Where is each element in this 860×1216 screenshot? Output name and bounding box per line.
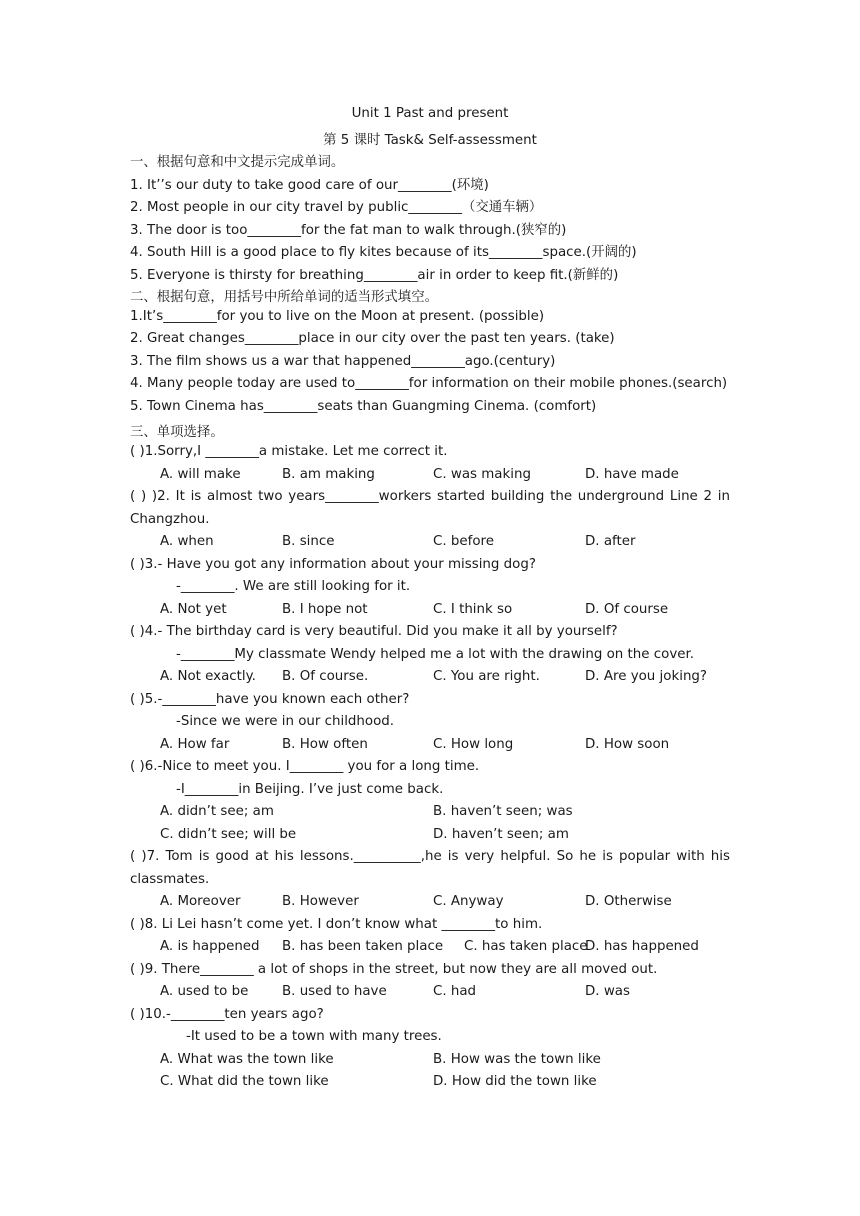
question-stem: ( )10.-________ten years ago?: [130, 1007, 324, 1022]
option-d: D. was: [585, 984, 630, 999]
question-stem-continuation: classmates.: [130, 872, 210, 887]
option-c: C. Anyway: [433, 894, 504, 909]
option-a: A. will make: [160, 467, 241, 482]
question-reply: -It used to be a town with many trees.: [186, 1029, 442, 1044]
option-a: A. Moreover: [160, 894, 241, 909]
section1-item: 1. It’’s our duty to take good care of our________(环境): [130, 178, 489, 193]
question-reply: -________My classmate Wendy helped me a lot with the drawing on the cover.: [176, 647, 695, 662]
option-c: C. before: [433, 534, 494, 549]
question-reply: -Since we were in our childhood.: [176, 714, 395, 729]
option-b: B. However: [282, 894, 359, 909]
section3-heading: 三、单项选择。: [130, 425, 224, 440]
option-d: D. Of course: [585, 602, 669, 617]
question-stem: ( )3.- Have you got any information about your missing dog?: [130, 557, 536, 572]
option-d: D. after: [585, 534, 636, 549]
section2-item: 2. Great changes________place in our city over the past ten years. (take): [130, 331, 615, 346]
option-b: B. has been taken place: [282, 939, 444, 954]
option-b: B. since: [282, 534, 335, 549]
section1-item: 3. The door is too________for the fat man to walk through.(狭窄的): [130, 223, 567, 238]
option-b: B. I hope not: [282, 602, 368, 617]
option-d: D. Otherwise: [585, 894, 672, 909]
section2-heading: 二、根据句意，用括号中所给单词的适当形式填空。: [130, 290, 438, 305]
question-stem: ( )6.-Nice to meet you. I________ you for a long time.: [130, 759, 480, 774]
option-d: D. How soon: [585, 737, 670, 752]
section1-item: 5. Everyone is thirsty for breathing________air in order to keep fit.(新鲜的): [130, 268, 619, 283]
option-a: A. didn’t see; am: [160, 804, 274, 819]
option-a: A. used to be: [160, 984, 249, 999]
section2-item: 5. Town Cinema has________seats than Guangming Cinema. (comfort): [130, 399, 597, 414]
question-stem: ( )9. There________ a lot of shops in the street, but now they are all moved out.: [130, 962, 658, 977]
document-subtitle: 第 5 课时 Task& Self-assessment: [323, 133, 537, 148]
document-title: Unit 1 Past and present: [351, 106, 509, 121]
option-b: B. Of course.: [282, 669, 369, 684]
option-b: B. haven’t seen; was: [433, 804, 573, 819]
option-c: C. What did the town like: [160, 1074, 329, 1089]
option-d: D. How did the town like: [433, 1074, 597, 1089]
question-reply: -I________in Beijing. I’ve just come back.: [176, 782, 444, 797]
option-d: D. haven’t seen; am: [433, 827, 569, 842]
option-a: A. What was the town like: [160, 1052, 334, 1067]
section1-item: 4. South Hill is a good place to fly kites because of its________space.(开阔的): [130, 245, 637, 260]
option-a: A. How far: [160, 737, 230, 752]
question-stem-continuation: Changzhou.: [130, 512, 210, 527]
option-c: C. How long: [433, 737, 514, 752]
option-b: B. How was the town like: [433, 1052, 601, 1067]
option-a: A. Not yet: [160, 602, 227, 617]
question-stem: ( )8. Li Lei hasn’t come yet. I don’t know what ________to him.: [130, 917, 543, 932]
section2-item: 3. The film shows us a war that happened________ago.(century): [130, 354, 556, 369]
option-b: B. used to have: [282, 984, 387, 999]
question-stem: ( )7. Tom is good at his lessons.__________,he is very helpful. So he is popular with his: [130, 849, 730, 864]
option-c: C. had: [433, 984, 477, 999]
option-c: C. was making: [433, 467, 531, 482]
question-stem: ( )1.Sorry,I ________a mistake. Let me correct it.: [130, 444, 448, 459]
option-a: A. Not exactly.: [160, 669, 256, 684]
option-c: C. has taken place: [464, 939, 588, 954]
section2-item: 1.It’s________for you to live on the Moon at present. (possible): [130, 309, 545, 324]
question-stem: ( )4.- The birthday card is very beautiful. Did you make it all by yourself?: [130, 624, 618, 639]
option-b: B. How often: [282, 737, 368, 752]
option-c: C. didn’t see; will be: [160, 827, 297, 842]
option-c: C. You are right.: [433, 669, 540, 684]
question-stem: ( ) )2. It is almost two years________workers started building the underground Line 2 in: [130, 489, 730, 504]
section1-item: 2. Most people in our city travel by public________（交通车辆）: [130, 200, 543, 215]
section2-item: 4. Many people today are used to________for information on their mobile phones.(search): [130, 376, 728, 391]
option-a: A. when: [160, 534, 214, 549]
question-stem: ( )5.-________have you known each other?: [130, 692, 410, 707]
option-a: A. is happened: [160, 939, 260, 954]
option-b: B. am making: [282, 467, 375, 482]
question-reply: -________. We are still looking for it.: [176, 579, 411, 594]
option-c: C. I think so: [433, 602, 513, 617]
option-d: D. have made: [585, 467, 679, 482]
section1-heading: 一、根据句意和中文提示完成单词。: [130, 155, 345, 170]
option-d: D. Are you joking?: [585, 669, 708, 684]
option-d: D. has happened: [585, 939, 699, 954]
